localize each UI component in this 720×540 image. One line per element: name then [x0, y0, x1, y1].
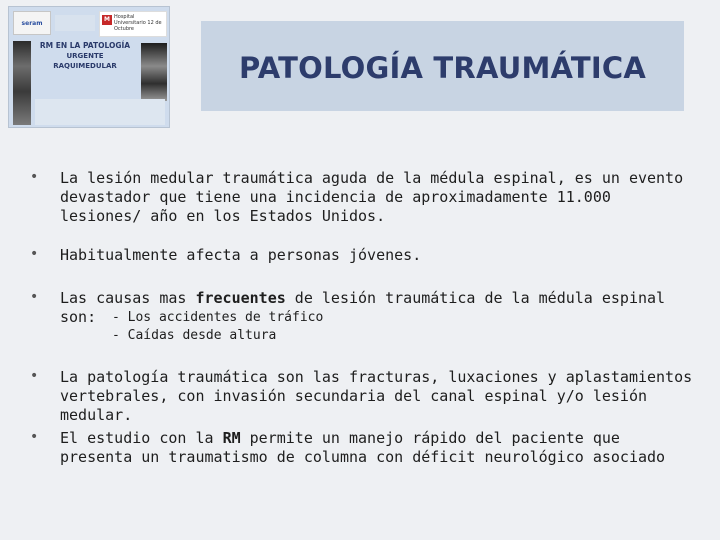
bullet-icon: • [30, 429, 39, 445]
bullet-incidence: • La lesión medular traumática aguda de la médula espinal, es un evento devastador que tiene una incidencia de aproximadamente 11.000 lesiones/ año en los Estados Unidos. [30, 169, 684, 225]
poster-authors [35, 99, 165, 125]
seram-logo: seram [13, 11, 51, 35]
poster-thumbnail [8, 6, 170, 128]
hospital-logo [99, 11, 167, 37]
hospital-mark-icon: M [102, 15, 112, 25]
slide-title: PATOLOGÍA TRAUMÁTICA [238, 51, 646, 85]
sub-item-traffic: - Los accidentes de tráfico [112, 310, 324, 325]
bullet-icon: • [30, 169, 39, 185]
bullet-icon: • [30, 246, 39, 262]
bullet-icon: • [30, 368, 39, 384]
society-logo [55, 15, 95, 31]
hospital-name: Hospital Universitario 12 de Octubre [114, 14, 162, 32]
bullet-icon: • [30, 289, 39, 305]
bullet-mri-study: • El estudio con la RM permite un manejo rápido del paciente que presenta un traumatismo de columna con déficit neurológico asociado [30, 429, 666, 466]
poster-title: RM EN LA PATOLOGÍA URGENTE RAQUIMEDULAR [39, 41, 131, 70]
bullet-fractures: • La patología traumática son las fracturas, luxaciones y aplastamientos vertebrales, con invasión secundaria del canal espinal y/o lesión medular. [30, 368, 693, 424]
spine-mri-image [13, 41, 31, 125]
spine-mri-image-2 [141, 43, 167, 101]
title-panel [201, 21, 684, 111]
bullet-causes: • Las causas mas frecuentes de lesión traumática de la médula espinal son: [30, 289, 666, 326]
emphasis-frecuentes: frecuentes [195, 289, 286, 307]
sub-item-falls: - Caídas desde altura [112, 328, 277, 343]
bullet-young-people: • Habitualmente afecta a personas jóvenes. [30, 246, 422, 264]
emphasis-rm: RM [222, 429, 241, 447]
